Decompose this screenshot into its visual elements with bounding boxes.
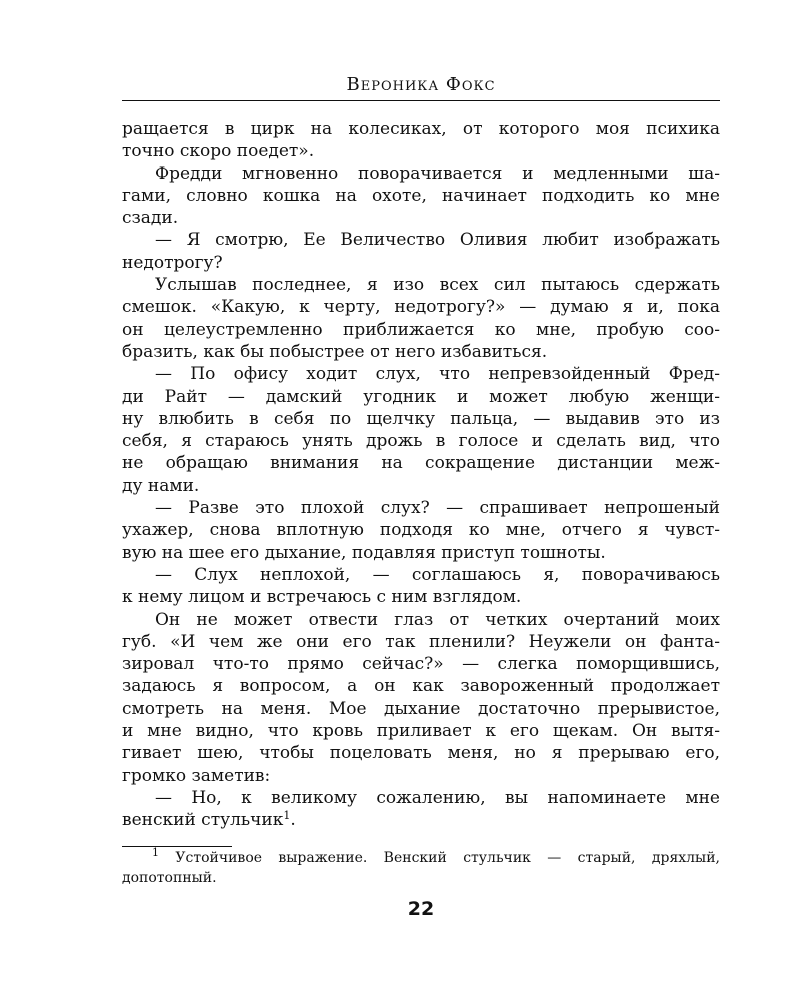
footnote-text-2: допотопный. — [122, 870, 217, 886]
text-line — [122, 586, 720, 608]
text-line — [122, 274, 720, 296]
text-line — [122, 185, 720, 207]
text-line-content: себя, я стараюсь унять дрожь в голосе и сделать вид, что — [122, 431, 720, 452]
text-line-content: — Разве это плохой слух? — спрашивает непрошеный — [155, 498, 720, 519]
text-line — [122, 118, 720, 140]
footnote-marker: 1 — [152, 846, 159, 859]
text-line-content: гами, словно кошка на охоте, начинает подходить ко мне — [122, 185, 720, 206]
text-line-content: и мне видно, что кровь приливает к его щекам. Он вытя- — [122, 721, 720, 742]
text-line — [122, 319, 720, 341]
footnote-line — [122, 868, 720, 888]
text-line — [122, 609, 720, 631]
text-line-tail: . — [290, 810, 296, 831]
text-line — [122, 675, 720, 697]
text-line — [122, 430, 720, 452]
text-line-content: ди Райт — дамский угодник и может любую женщи- — [122, 386, 720, 407]
text-line-content: недотрогу? — [122, 252, 223, 273]
footnote — [122, 848, 720, 888]
text-line-content: вую на шее его дыхание, подавляя приступ тошноты. — [122, 542, 606, 563]
text-line-content: венский стульчик — [122, 810, 284, 831]
text-line — [122, 408, 720, 430]
footnote-rule — [122, 846, 232, 847]
text-line-content: точно скоро поедет». — [122, 141, 315, 162]
text-line-content: он целеустремленно приближается ко мне, пробую соо- — [122, 319, 720, 340]
text-line — [122, 229, 720, 251]
text-line-content: зировал что-то прямо сейчас?» — слегка поморщившись, — [122, 654, 720, 675]
text-line — [122, 809, 720, 831]
text-line-content: ну влюбить в себя по щелчку пальца, — выдавив это из — [122, 408, 720, 429]
text-line — [122, 720, 720, 742]
text-line — [122, 207, 720, 229]
text-line — [122, 341, 720, 363]
text-line-content: — Я смотрю, Ее Величество Оливия любит изображать — [155, 230, 720, 251]
text-line — [122, 519, 720, 541]
text-line-content: смешок. «Какую, к черту, недотрогу?» — думаю я и, пока — [122, 297, 720, 318]
running-header: Вероника Фокс — [346, 74, 496, 95]
text-line — [122, 653, 720, 675]
text-line-content: — Но, к великому сожалению, вы напоминаете мне — [155, 787, 720, 808]
text-line-content: ухажер, снова вплотную подходя ко мне, отчего я чувст- — [122, 520, 720, 541]
text-line-content: ду нами. — [122, 475, 200, 496]
footnote-ref: 1 — [283, 809, 291, 823]
text-line-content: сзади. — [122, 208, 179, 229]
footnote-text-1: Устойчивое выражение. Венский стульчик — старый, дряхлый, — [159, 850, 720, 866]
text-line-content: задаюсь я вопросом, а он как завороженный продолжает — [122, 676, 720, 697]
text-line-content: к нему лицом и встречаюсь с ним взглядом. — [122, 587, 522, 608]
text-line — [122, 742, 720, 764]
text-line-content: Фредди мгновенно поворачивается и медленными ша- — [155, 163, 720, 184]
text-line — [122, 386, 720, 408]
text-line — [122, 765, 720, 787]
text-line-content: ращается в цирк на колесиках, от которого моя психика — [122, 119, 720, 139]
text-line — [122, 564, 720, 586]
text-line — [122, 252, 720, 274]
body-text — [122, 118, 720, 832]
text-line-content: губ. «И чем же они его так пленили? Неужели он фанта- — [122, 631, 720, 652]
text-line-content: Он не может отвести глаз от четких очертаний моих — [155, 609, 720, 630]
text-line — [122, 140, 720, 162]
text-line-content: не обращаю внимания на сокращение дистанции меж- — [122, 453, 720, 474]
text-line — [122, 542, 720, 564]
text-line — [122, 497, 720, 519]
text-line — [122, 475, 720, 497]
text-line — [122, 698, 720, 720]
header-rule — [122, 100, 720, 101]
text-line-content: — Слух неплохой, — соглашаюсь я, поворачиваюсь — [155, 564, 720, 585]
text-line — [122, 363, 720, 385]
text-line-content: — По офису ходит слух, что непревзойденный Фред- — [155, 364, 720, 385]
text-line — [122, 631, 720, 653]
text-line-content: гивает шею, чтобы поцеловать меня, но я прерываю его, — [122, 743, 720, 764]
text-line-content: громко заметив: — [122, 765, 271, 786]
page-number: 22 — [407, 898, 435, 920]
text-line — [122, 452, 720, 474]
text-line-content: Услышав последнее, я изо всех сил пытаюсь сдержать — [155, 275, 720, 296]
footnote-line — [122, 848, 720, 868]
text-line — [122, 163, 720, 185]
text-line-content: смотреть на меня. Мое дыхание достаточно прерывистое, — [122, 698, 720, 719]
text-line-content: бразить, как бы побыстрее от него избавиться. — [122, 341, 548, 362]
text-line — [122, 787, 720, 809]
text-line — [122, 296, 720, 318]
